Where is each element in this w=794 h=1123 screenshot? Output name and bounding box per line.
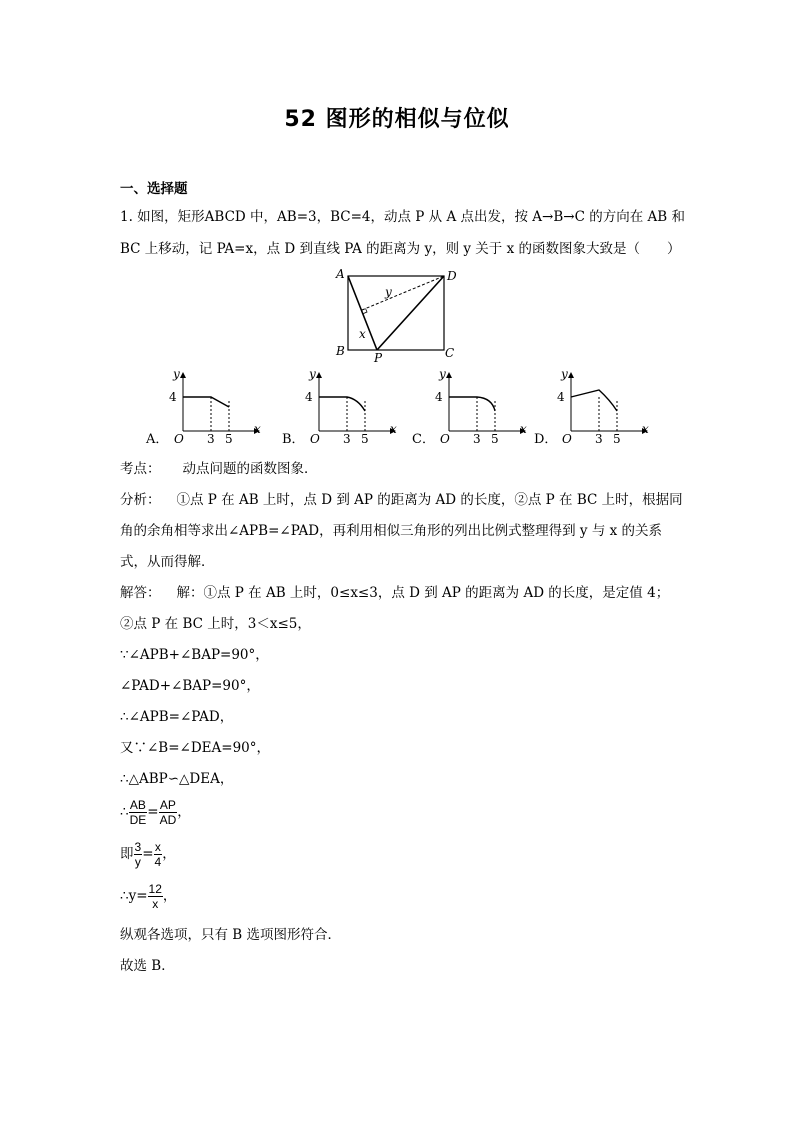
tick-5: 5 <box>491 432 499 446</box>
y-axis-arrow <box>316 372 322 378</box>
x-axis-label: x <box>642 422 649 436</box>
question-line-2: BC 上移动，记 PA=x，点 D 到直线 PA 的距离为 y，则 y 关于 x 的函数图象大致是（ ） <box>120 241 681 257</box>
fenxi-line-3: 式，从而得解． <box>120 554 215 570</box>
tick-3: 3 <box>595 432 603 446</box>
tick-4: 4 <box>435 390 443 404</box>
option-d-graph <box>554 366 654 446</box>
tick-3: 3 <box>343 432 351 446</box>
step-2: ∠PAD+∠BAP=90°， <box>120 678 260 694</box>
y-axis-label: y <box>561 367 568 381</box>
tick-4: 4 <box>557 390 565 404</box>
option-c-graph <box>432 366 532 446</box>
axes <box>557 367 649 446</box>
jieda-line-2: ②点 P 在 BC 上时，3＜x≤5， <box>120 616 311 632</box>
fraction: $\frac{3}{y}$ <box>134 840 142 869</box>
axes <box>169 367 261 446</box>
fraction: $\frac{AB}{DE}$ <box>129 798 147 827</box>
fraction: $\frac{x}{4}$ <box>154 840 162 869</box>
option-a-graph <box>166 366 266 446</box>
label-B: B <box>336 344 345 358</box>
label-C: C <box>445 346 455 360</box>
kaodian-line: 考点： 动点问题的函数图象． <box>120 461 318 477</box>
option-c-letter: C． <box>412 432 435 447</box>
fraction-line-1: ∴ $\frac{AB}{DE}$ = $\frac{AP}{AD}$ ， <box>120 798 191 827</box>
label-P: P <box>374 351 383 365</box>
origin-label: O <box>310 432 320 446</box>
fenxi-line-2: 角的余角相等求出∠APB=∠PAD，再利用相似三角形的列出比例式整理得到 y 与 x 的关系 <box>120 523 663 539</box>
fraction: $\frac{AP}{AD}$ <box>159 798 177 827</box>
y-axis-label: y <box>309 367 316 381</box>
step-4: 又∵∠B=∠DEA=90°， <box>120 740 271 756</box>
y-axis-arrow <box>180 372 186 378</box>
tick-4: 4 <box>305 390 313 404</box>
jieda-line-1: 解答： 解：①点 P 在 AB 上时，0≤x≤3，点 D 到 AP 的距离为 AD 的长度，是定值 4； <box>120 585 670 601</box>
x-axis-label: x <box>390 422 397 436</box>
x-axis-label: x <box>254 422 261 436</box>
page-title: 52 图形的相似与位似 <box>284 107 510 132</box>
origin-label: O <box>562 432 572 446</box>
x-axis-label: x <box>520 422 527 436</box>
question-line-1: 1. 如图，矩形ABCD 中，AB=3，BC=4，动点 P 从 A 点出发，按 A→B→C 的方向在 AB 和 <box>120 209 685 225</box>
y-axis-label: y <box>173 367 180 381</box>
option-b-letter: B． <box>282 432 305 447</box>
option-a-letter: A． <box>146 432 169 447</box>
tick-4: 4 <box>169 390 177 404</box>
tick-3: 3 <box>207 432 215 446</box>
label-y: y <box>385 285 392 299</box>
option-d-letter: D． <box>534 432 558 447</box>
tick-5: 5 <box>361 432 369 446</box>
y-axis-arrow <box>446 372 452 378</box>
section-heading: 一、选择题 <box>120 181 188 197</box>
origin-label: O <box>174 432 184 446</box>
label-A: A <box>336 267 345 281</box>
rectangle-figure <box>330 262 470 366</box>
tick-5: 5 <box>613 432 621 446</box>
fenxi-line-1: 分析： ①点 P 在 AB 上时，点 D 到 AP 的距离为 AD 的长度，②点 P 在 BC 上时，根据同 <box>120 492 683 508</box>
step-5: ∴△ABP∽△DEA， <box>120 771 234 787</box>
fraction-line-2: 即 $\frac{3}{y}$ = $\frac{x}{4}$ ， <box>120 840 176 869</box>
label-x: x <box>359 327 366 341</box>
conclusion-line: 纵观各选项，只有 B 选项图形符合． <box>120 927 342 943</box>
label-D: D <box>447 269 457 283</box>
y-axis-label: y <box>439 367 446 381</box>
axes <box>305 367 397 446</box>
step-1: ∵∠APB+∠BAP=90°， <box>120 647 269 663</box>
fraction: $\frac{12}{x}$ <box>148 882 162 911</box>
axes <box>435 367 527 446</box>
origin-label: O <box>440 432 450 446</box>
answer-line: 故选 B． <box>120 958 175 974</box>
step-3: ∴∠APB=∠PAD， <box>120 709 234 725</box>
tick-3: 3 <box>473 432 481 446</box>
y-axis-arrow <box>568 372 574 378</box>
fraction-line-3: ∴y= $\frac{12}{x}$ ， <box>120 882 177 911</box>
option-b-graph <box>302 366 402 446</box>
tick-5: 5 <box>225 432 233 446</box>
